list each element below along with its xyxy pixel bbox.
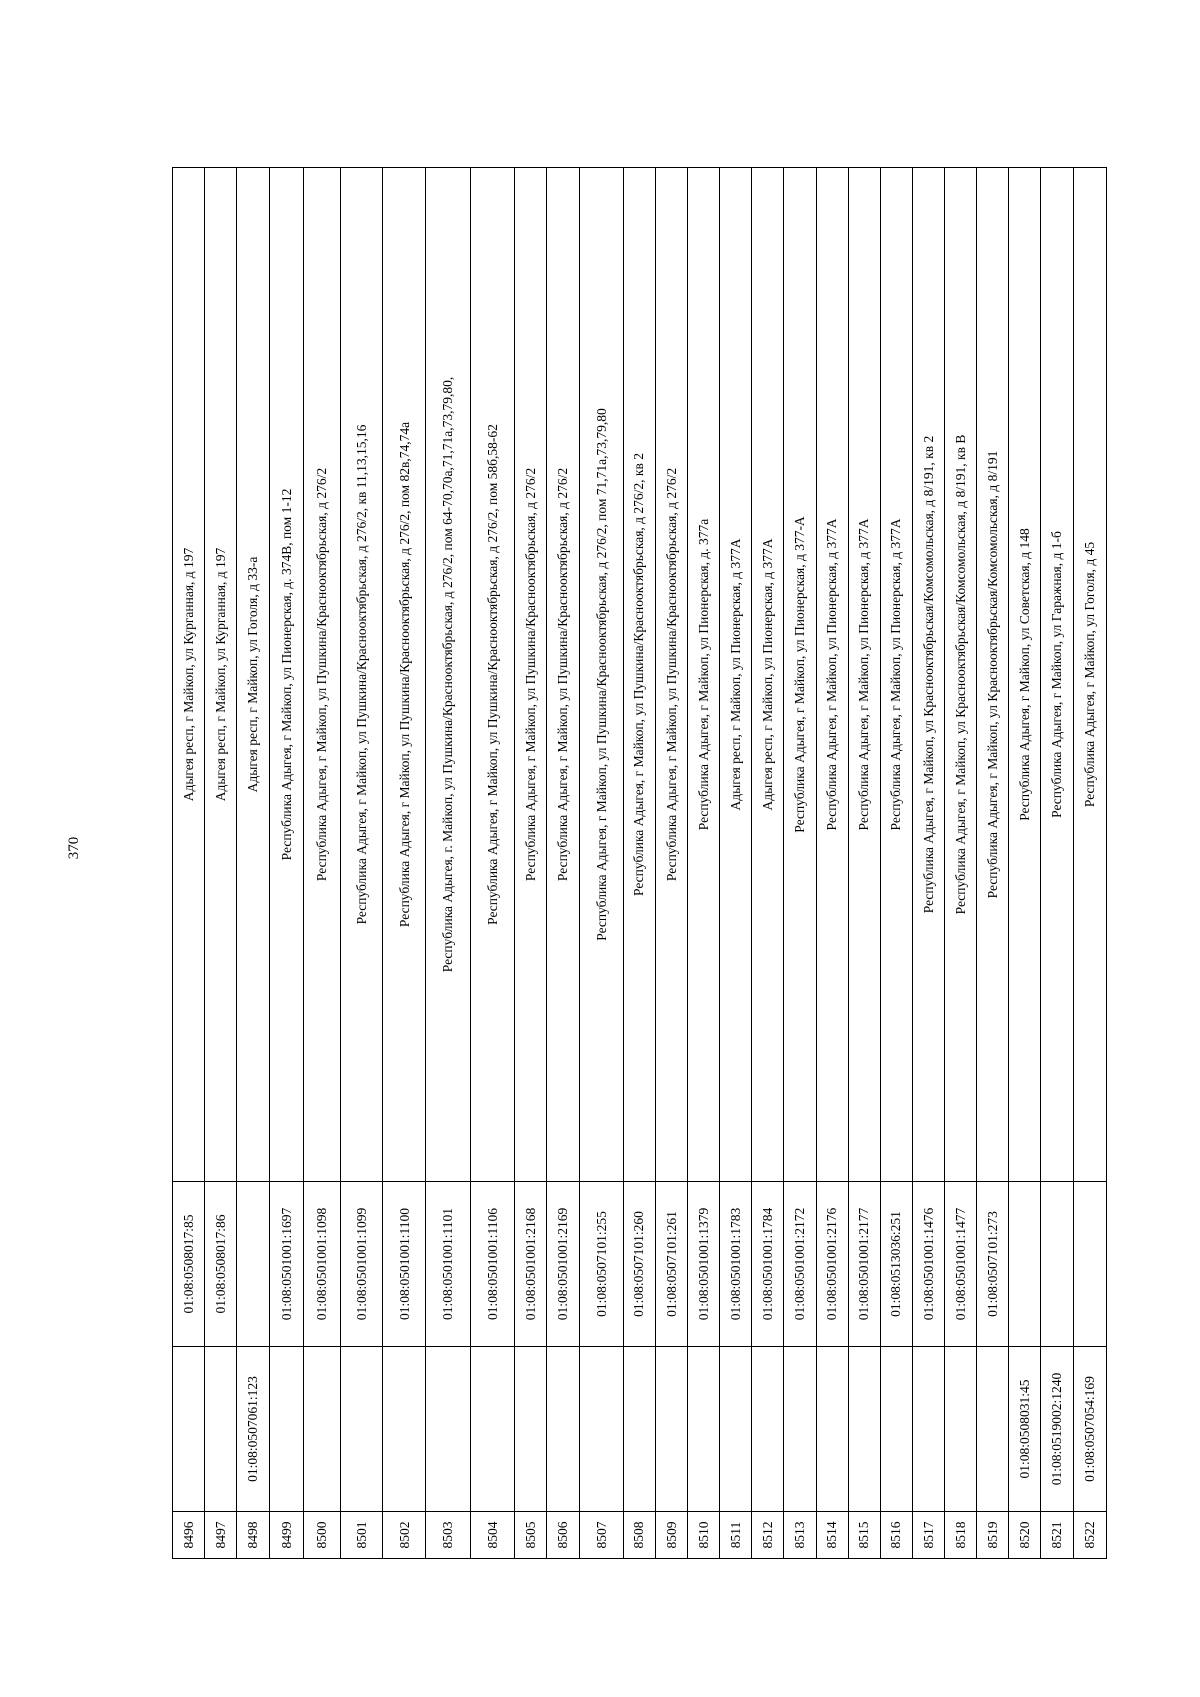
cadastral-number-cell: 01:08:0501001:2177 <box>848 1182 880 1347</box>
cadastral-number-cell <box>1041 1182 1073 1347</box>
cadastral-number-cell: 01:08:0501001:1476 <box>912 1182 944 1347</box>
row-number-cell: 8515 <box>848 1512 880 1559</box>
address-cell: Республика Адыгея, г Майкоп, ул Пушкина/Краснооктябрьская, д 276/2, кв 11,13,15,16 <box>341 168 383 1182</box>
table-row <box>547 168 579 1559</box>
cadastral-number-cell <box>880 1347 912 1512</box>
address-cell: Республика Адыгея, г Майкоп, ул Пушкина/Краснооктябрьская, д 276/2, пом 82в,74,74а <box>383 168 425 1182</box>
cadastral-number-cell <box>816 1347 848 1512</box>
address-cell: Республика Адыгея, г Майкоп, ул Гаражная, д 1-б <box>1041 168 1073 1182</box>
cadastral-number-cell <box>848 1347 880 1512</box>
page-number: 370 <box>66 836 82 860</box>
table-row <box>1073 168 1106 1559</box>
cadastral-number-cell <box>341 1347 383 1512</box>
cadastral-number-cell: 01:08:0501001:2176 <box>816 1182 848 1347</box>
table-row <box>720 168 752 1559</box>
cadastral-number-cell <box>688 1347 720 1512</box>
table-row <box>425 168 470 1559</box>
table-row <box>945 168 977 1559</box>
row-number-cell: 8498 <box>237 1512 270 1559</box>
row-number-cell: 8496 <box>173 1512 205 1559</box>
cadastral-number-cell: 01:08:0501001:1101 <box>425 1182 470 1347</box>
table-row <box>912 168 944 1559</box>
cadastral-number-cell: 01:08:0501001:2172 <box>784 1182 816 1347</box>
address-cell: Республика Адыгея, г Майкоп, ул Пушкина/Краснооктябрьская, д 276/2 <box>655 168 687 1182</box>
cadastral-number-cell <box>173 1347 205 1512</box>
cadastral-number-cell <box>1009 1182 1041 1347</box>
row-number-cell: 8510 <box>688 1512 720 1559</box>
address-cell: Республика Адыгея, г Майкоп, ул Краснооктябрьская/Комсомольская, д 8/191, кв В <box>945 168 977 1182</box>
row-number-cell: 8517 <box>912 1512 944 1559</box>
row-number-cell: 8519 <box>977 1512 1009 1559</box>
cadastral-number-cell <box>383 1347 425 1512</box>
cadastral-number-cell <box>752 1347 784 1512</box>
row-number-cell: 8504 <box>470 1512 514 1559</box>
row-number-cell: 8520 <box>1009 1512 1041 1559</box>
cadastral-number-cell: 01:08:0501001:2168 <box>515 1182 547 1347</box>
row-number-cell: 8511 <box>720 1512 752 1559</box>
table-row <box>470 168 514 1559</box>
address-cell: Республика Адыгея, г Майкоп, ул Гоголя, д 45 <box>1073 168 1106 1182</box>
address-cell: Адыгея респ, г Майкоп, ул Курганная, д 197 <box>205 168 237 1182</box>
row-number-cell: 8506 <box>547 1512 579 1559</box>
cadastral-number-cell: 01:08:0501001:1100 <box>383 1182 425 1347</box>
cadastral-number-cell <box>912 1347 944 1512</box>
cadastral-number-cell <box>784 1347 816 1512</box>
address-cell: Адыгея респ, г Майкоп, ул Курганная, д 197 <box>173 168 205 1182</box>
cadastral-number-cell <box>205 1347 237 1512</box>
cadastral-number-cell: 01:08:0501001:1783 <box>720 1182 752 1347</box>
row-number-cell: 8500 <box>303 1512 341 1559</box>
address-cell: Республика Адыгея, г Майкоп, ул Пушкина/Краснооктябрьская, д 276/2, пом 58б,58-62 <box>470 168 514 1182</box>
address-cell: Адыгея респ, г Майкоп, ул Пионерская, д 377А <box>752 168 784 1182</box>
address-cell: Адыгея респ, г Майкоп, ул Гоголя, д 33-а <box>237 168 270 1182</box>
cadastral-number-cell <box>977 1347 1009 1512</box>
cadastral-number-cell: 01:08:0501001:1784 <box>752 1182 784 1347</box>
row-number-cell: 8502 <box>383 1512 425 1559</box>
cadastral-number-cell <box>425 1347 470 1512</box>
table-row <box>383 168 425 1559</box>
row-number-cell: 8522 <box>1073 1512 1106 1559</box>
table-row <box>270 168 303 1559</box>
address-cell: Республика Адыгея, г. Майкоп, ул Пушкина/Краснооктябрьская, д 276/2, пом 64-70,70а,71,71а,73,79,80, <box>425 168 470 1182</box>
cadastral-number-cell <box>237 1182 270 1347</box>
cadastral-number-cell <box>623 1347 655 1512</box>
table-row <box>1009 168 1041 1559</box>
row-number-cell: 8508 <box>623 1512 655 1559</box>
cadastral-number-cell <box>303 1347 341 1512</box>
address-cell: Республика Адыгея, г Майкоп, ул Пионерская, д 377А <box>848 168 880 1182</box>
row-number-cell: 8505 <box>515 1512 547 1559</box>
table-row <box>784 168 816 1559</box>
address-cell: Республика Адыгея, г Майкоп, ул Пушкина/Краснооктябрьская, д 276/2, пом 71,71а,73,79,80 <box>579 168 623 1182</box>
cadastral-number-cell: 01:08:0508017:86 <box>205 1182 237 1347</box>
row-number-cell: 8507 <box>579 1512 623 1559</box>
cadastral-number-cell: 01:08:0501001:1098 <box>303 1182 341 1347</box>
row-number-cell: 8514 <box>816 1512 848 1559</box>
table-row <box>752 168 784 1559</box>
cadastral-number-cell: 01:08:0519002:1240 <box>1041 1347 1073 1512</box>
cadastral-number-cell <box>270 1347 303 1512</box>
table-row <box>579 168 623 1559</box>
table-row <box>205 168 237 1559</box>
address-cell: Республика Адыгея, г Майкоп, ул Пушкина/Краснооктябрьская, д 276/2 <box>303 168 341 1182</box>
cadastral-number-cell <box>655 1347 687 1512</box>
cadastral-number-cell: 01:08:0508031:45 <box>1009 1347 1041 1512</box>
address-cell: Республика Адыгея, г Майкоп, ул Советская, д 148 <box>1009 168 1041 1182</box>
row-number-cell: 8513 <box>784 1512 816 1559</box>
table-row <box>1041 168 1073 1559</box>
address-cell: Республика Адыгея, г Майкоп, ул Пушкина/Краснооктябрьская, д 276/2 <box>515 168 547 1182</box>
register-table-container <box>172 168 1107 1559</box>
cadastral-number-cell <box>547 1347 579 1512</box>
cadastral-number-cell: 01:08:0507054:169 <box>1073 1347 1106 1512</box>
row-number-cell: 8521 <box>1041 1512 1073 1559</box>
cadastral-number-cell: 01:08:0513036:251 <box>880 1182 912 1347</box>
cadastral-number-cell: 01:08:0501001:1697 <box>270 1182 303 1347</box>
cadastral-number-cell: 01:08:0507101:255 <box>579 1182 623 1347</box>
table-row <box>848 168 880 1559</box>
address-cell: Республика Адыгея, г Майкоп, ул Краснооктябрьская/Комсомольская, д 8/191 <box>977 168 1009 1182</box>
register-table <box>172 167 1107 1559</box>
row-number-cell: 8501 <box>341 1512 383 1559</box>
cadastral-number-cell: 01:08:0501001:1477 <box>945 1182 977 1347</box>
cadastral-number-cell <box>579 1347 623 1512</box>
address-cell: Республика Адыгея, г Майкоп, ул Пушкина/Краснооктябрьская, д 276/2, кв 2 <box>623 168 655 1182</box>
row-number-cell: 8503 <box>425 1512 470 1559</box>
address-cell: Республика Адыгея, г Майкоп, ул Краснооктябрьская/Комсомольская, д 8/191, кв 2 <box>912 168 944 1182</box>
address-cell: Республика Адыгея, г Майкоп, ул Пионерская, д. 374В, пом 1-12 <box>270 168 303 1182</box>
address-cell: Республика Адыгея, г Майкоп, ул Пушкина/Краснооктябрьская, д 276/2 <box>547 168 579 1182</box>
table-row <box>977 168 1009 1559</box>
table-row <box>623 168 655 1559</box>
cadastral-number-cell <box>515 1347 547 1512</box>
row-number-cell: 8516 <box>880 1512 912 1559</box>
address-cell: Республика Адыгея, г Майкоп, ул Пионерская, д 377А <box>880 168 912 1182</box>
cadastral-number-cell: 01:08:0501001:2169 <box>547 1182 579 1347</box>
cadastral-number-cell <box>720 1347 752 1512</box>
table-row <box>173 168 205 1559</box>
row-number-cell: 8512 <box>752 1512 784 1559</box>
cadastral-number-cell: 01:08:0501001:1379 <box>688 1182 720 1347</box>
table-row <box>237 168 270 1559</box>
cadastral-number-cell: 01:08:0507101:260 <box>623 1182 655 1347</box>
row-number-cell: 8497 <box>205 1512 237 1559</box>
address-cell: Республика Адыгея, г Майкоп, ул Пионерская, д 377-А <box>784 168 816 1182</box>
table-row <box>688 168 720 1559</box>
table-row <box>816 168 848 1559</box>
cadastral-number-cell <box>470 1347 514 1512</box>
address-cell: Адыгея респ, г Майкоп, ул Пионерская, д 377А <box>720 168 752 1182</box>
address-cell: Республика Адыгея, г Майкоп, ул Пионерская, д. 377а <box>688 168 720 1182</box>
row-number-cell: 8499 <box>270 1512 303 1559</box>
table-row <box>880 168 912 1559</box>
cadastral-number-cell <box>945 1347 977 1512</box>
cadastral-number-cell: 01:08:0501001:1106 <box>470 1182 514 1347</box>
table-row <box>303 168 341 1559</box>
table-row <box>515 168 547 1559</box>
cadastral-number-cell: 01:08:0501001:1099 <box>341 1182 383 1347</box>
row-number-cell: 8509 <box>655 1512 687 1559</box>
register-table-body <box>173 168 1107 1559</box>
row-number-cell: 8518 <box>945 1512 977 1559</box>
cadastral-number-cell: 01:08:0507101:261 <box>655 1182 687 1347</box>
cadastral-number-cell: 01:08:0508017:85 <box>173 1182 205 1347</box>
cadastral-number-cell: 01:08:0507061:123 <box>237 1347 270 1512</box>
cadastral-number-cell: 01:08:0507101:273 <box>977 1182 1009 1347</box>
cadastral-number-cell <box>1073 1182 1106 1347</box>
table-row <box>341 168 383 1559</box>
address-cell: Республика Адыгея, г Майкоп, ул Пионерская, д 377А <box>816 168 848 1182</box>
table-row <box>655 168 687 1559</box>
